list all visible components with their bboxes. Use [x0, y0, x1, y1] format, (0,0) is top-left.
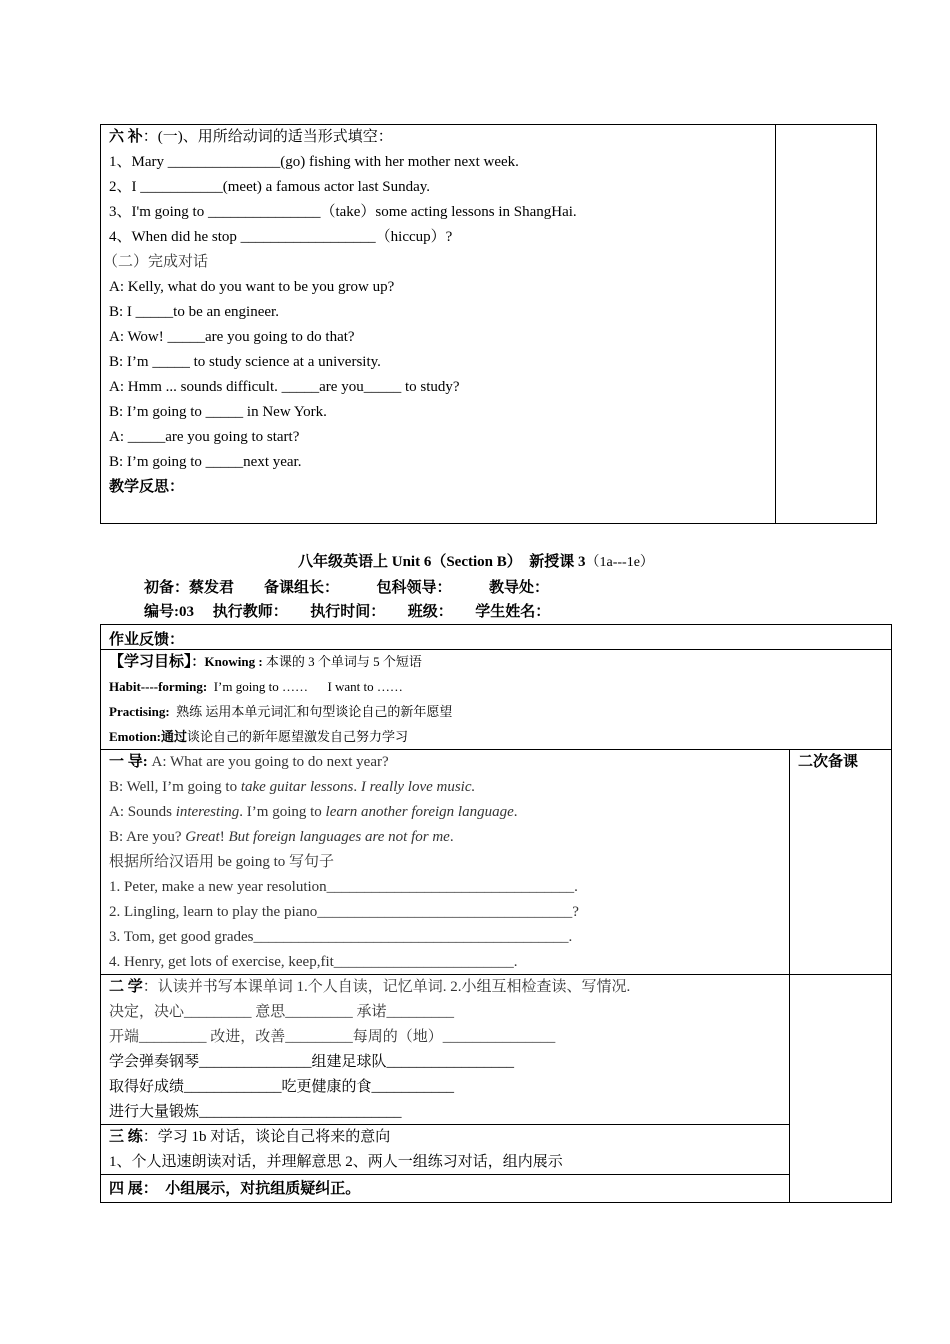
fill-question-3: 3、I'm going to _______________（take）some acting lessons in ShangHai.: [109, 204, 577, 220]
dialogue-part-heading: （二）完成对话: [103, 254, 209, 270]
goals-row-divider: [100, 749, 892, 750]
goals-knowing: [109, 652, 422, 672]
section1-line-4: [109, 827, 454, 847]
section3-line-2: 1、个人迅速朗读对话，并理解意思 2、两人一组练习对话，组内展示: [109, 1154, 563, 1170]
section4-label: 四 展: [109, 1181, 143, 1197]
section1-line-2: [109, 777, 475, 797]
dialogue-line-3: A: Wow! _____are you going to do that?: [109, 329, 355, 345]
section2-label: 二 学: [109, 979, 143, 995]
dialogue-line-8: B: I’m going to _____next year.: [109, 454, 302, 470]
section2-phrase-2: 取得好成绩_____________吃更健康的食___________: [109, 1079, 455, 1095]
section1-line-3-a: A: Sounds: [109, 804, 176, 820]
secondary-prep-label: 二次备课: [798, 754, 859, 770]
section2-line-1: [109, 977, 630, 997]
lesson-title: [298, 552, 654, 573]
lesson-title-main: 八年级英语上 Unit 6（Section B） 新授课 3: [298, 554, 586, 570]
section4-text: ： 小组展示，对抗组质疑纠正。: [142, 1181, 361, 1197]
section1-line-4-a: B: Are you?: [109, 829, 186, 845]
section4-line: [109, 1179, 360, 1199]
knowing-text: 本课的 3 个单词与 5 个短语: [262, 654, 422, 669]
section1-line-2-c: .: [353, 779, 361, 795]
habit-text: I’m going to …… I want to ……: [207, 679, 403, 694]
dialogue-line-5: A: Hmm ... sounds difficult. _____are you_____ to study?: [109, 379, 460, 395]
homework-feedback: 作业反馈：: [109, 632, 185, 648]
section1-line-3: [109, 802, 517, 822]
section3-line-1: [109, 1127, 390, 1147]
knowing-label: ：Knowing :: [191, 654, 263, 669]
section1-line-4-d: But foreign languages are not for me: [228, 829, 450, 845]
section6-label: 六 补: [109, 129, 143, 145]
section1-line-1: [109, 752, 389, 772]
section1-line-4-e: .: [449, 829, 454, 845]
section1-sentence-4: 4. Henry, get lots of exercise, keep,fit________________________.: [109, 954, 518, 970]
section1-sentence-2: 2. Lingling, learn to play the piano__________________________________?: [109, 904, 579, 920]
goals-emotion: [109, 727, 408, 747]
section2-phrase-3: 进行大量锻炼___________________________: [109, 1104, 402, 1120]
emotion-label: Emotion:通过: [109, 729, 188, 744]
habit-label: Habit----forming:: [109, 679, 208, 694]
goals-label: 【学习目标】: [109, 654, 192, 670]
dialogue-line-4: B: I’m _____ to study science at a university.: [109, 354, 381, 370]
section2-phrase-1: 学会弹奏钢琴_______________组建足球队_________________: [109, 1054, 515, 1070]
section1-sentence-1: 1. Peter, make a new year resolution_________________________________.: [109, 879, 578, 895]
section1-instruction: 根据所给汉语用 be going to 写句子: [109, 854, 334, 870]
dialogue-line-6: B: I’m going to _____ in New York.: [109, 404, 327, 420]
section1-divider: [100, 974, 892, 975]
section1-label: 一 导:: [109, 754, 148, 770]
feedback-row-divider: [100, 649, 892, 650]
fill-question-1: 1、Mary _______________(go) fishing with her mother next week.: [109, 154, 519, 170]
section1-line-3-b: interesting: [175, 804, 240, 820]
section1-line-4-c: !: [219, 829, 229, 845]
section6-instruction: ：(一)、用所给动词的适当形式填空：: [142, 129, 393, 145]
goals-practising: [109, 702, 452, 722]
section2-line-1-text: ：认读并书写本课单词 1.个人自读，记忆单词. 2.小组互相检查读、写情况.: [142, 979, 631, 995]
section1-line-3-d: learn another foreign language: [325, 804, 514, 820]
practising-text: 熟练 运用本单元词汇和句型谈论自己的新年愿望: [169, 704, 453, 719]
lesson-meta-row-2: 编号:03 执行教师： 执行时间： 班级： 学生姓名：: [144, 604, 551, 620]
section1-line-2-d: I really love music.: [360, 779, 476, 795]
section3-divider: [100, 1174, 790, 1175]
practising-label: Practising:: [109, 704, 170, 719]
section3-line-1-text: ：学习 1b 对话，谈论自己将来的意向: [142, 1129, 391, 1145]
section1-line-2-b: take guitar lessons: [240, 779, 354, 795]
teaching-reflection: 教学反思：: [109, 479, 185, 495]
section1-line-2-a: B: Well, I’m going to: [109, 779, 241, 795]
section2-divider: [100, 1124, 790, 1125]
side-column-divider: [789, 749, 790, 1203]
section1-line-3-e: .: [513, 804, 518, 820]
section1-line-4-b: Great: [185, 829, 220, 845]
section3-label: 三 练: [109, 1129, 143, 1145]
lesson-title-range: （1a---1e）: [585, 555, 654, 570]
section2-vocab-2: 开端_________ 改进，改善_________每周的（地）_______________: [109, 1029, 556, 1045]
dialogue-line-7: A: _____are you going to start?: [109, 429, 300, 445]
section1-sentence-3: 3. Tom, get good grades__________________________________________.: [109, 929, 573, 945]
section1-line-3-c: . I’m going to: [239, 804, 326, 820]
fill-question-2: 2、I ___________(meet) a famous actor last Sunday.: [109, 179, 431, 195]
fill-question-4: 4、When did he stop __________________（hiccup）?: [109, 229, 453, 245]
emotion-text: 谈论自己的新年愿望激发自己努力学习: [187, 729, 409, 744]
section1-line-1-text: A: What are you going to do next year?: [147, 754, 389, 770]
section6-heading: [109, 127, 393, 147]
lesson-meta-row-1: 初备：蔡发君 备课组长： 包科领导： 教导处：: [144, 580, 550, 596]
dialogue-line-1: A: Kelly, what do you want to be you grow up?: [109, 279, 395, 295]
section2-vocab-1: 决定，决心_________ 意思_________ 承诺_________: [109, 1004, 455, 1020]
exercise-table-divider: [775, 124, 776, 524]
dialogue-line-2: B: I _____to be an engineer.: [109, 304, 279, 320]
goals-habit: [109, 677, 403, 697]
